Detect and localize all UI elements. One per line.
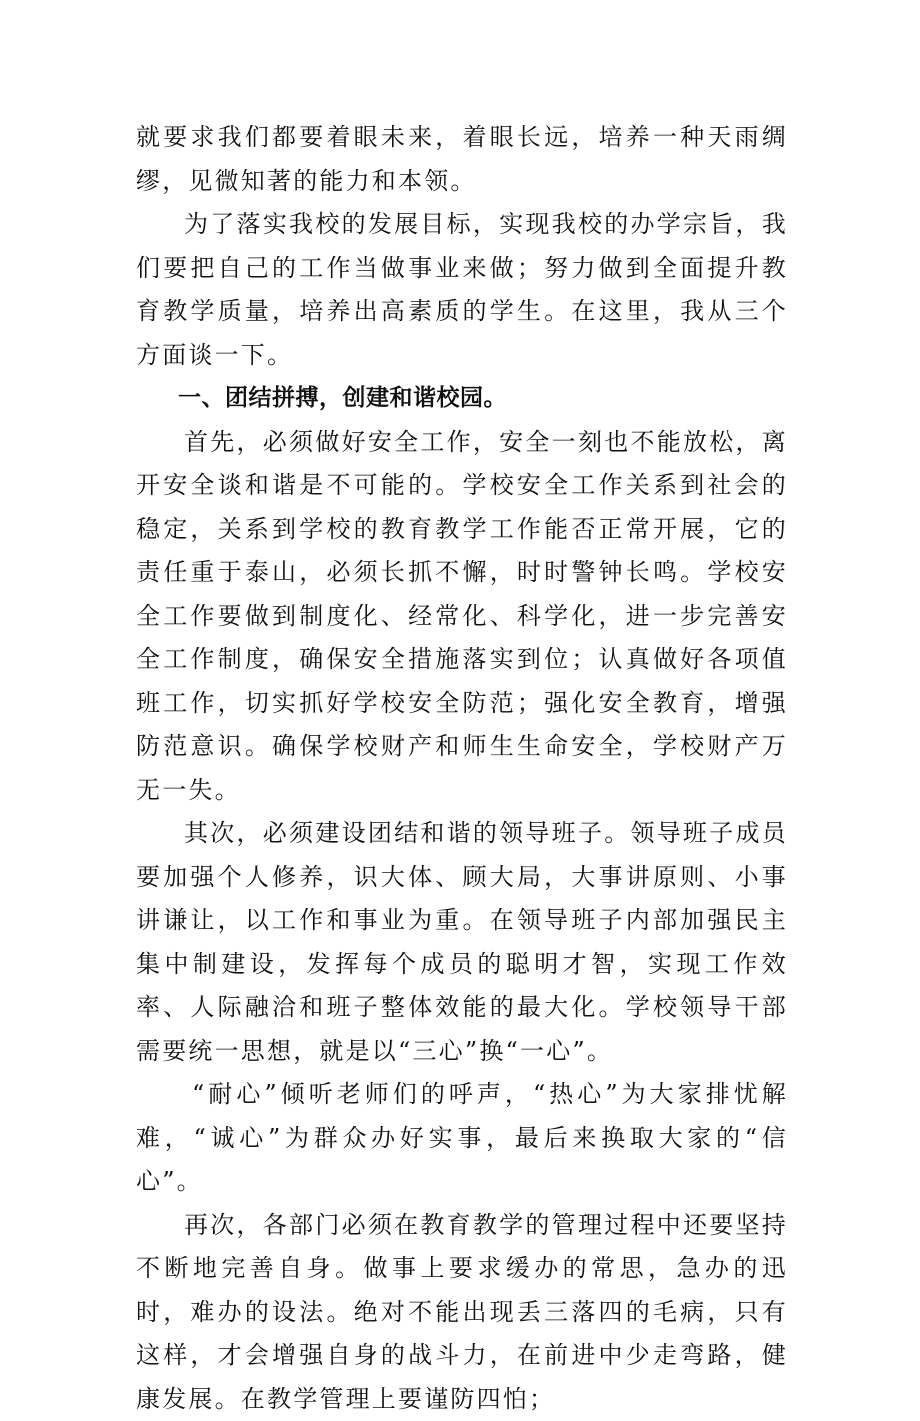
section-heading: 一、团结拼搏，创建和谐校园。 (136, 377, 788, 421)
paragraph-intro: 为了落实我校的发展目标，实现我校的办学宗旨，我们要把自己的工作当做事业来做；努力做到全面提升教育教学质量，培养出高素质的学生。在这里，我从三个方面谈一下。 (136, 203, 788, 377)
paragraph-continuation: 就要求我们都要着眼未来，着眼长远，培养一种天雨绸缪，见微知著的能力和本领。 (136, 116, 788, 203)
paragraph-safety: 首先，必须做好安全工作，安全一刻也不能放松，离开安全谈和谐是不可能的。学校安全工作关系到社会的稳定，关系到学校的教育教学工作能否正常开展，它的责任重于泰山，必须长抓不懈，时时警钟长鸣。学校安全工作要做到制度化、经常化、科学化，进一步完善安全工作制度，确保安全措施落实到位；认真做好各项值班工作，切实抓好学校安全防范；强化安全教育，增强防范意识。确保学校财产和师生生命安全，学校财产万无一失。 (136, 421, 788, 813)
paragraph-leadership: 其次，必须建设团结和谐的领导班子。领导班子成员要加强个人修养，识大体、顾大局，大事讲原则、小事讲谦让，以工作和事业为重。在领导班子内部加强民主集中制建设，发挥每个成员的聪明才智，实现工作效率、人际融洽和班子整体效能的最大化。学校领导干部需要统一思想，就是以“三心”换“一心”。 (136, 812, 788, 1073)
paragraph-departments: 再次，各部门必须在教育教学的管理过程中还要坚持不断地完善自身。做事上要求缓办的常思，急办的迅时，难办的设法。绝对不能出现丢三落四的毛病，只有这样，才会增强自身的战斗力，在前进中少走弯路，健康发展。在教学管理上要谨防四怕； (136, 1204, 788, 1421)
paragraph-four-hearts: “耐心”倾听老师们的呼声，“热心”为大家排忧解难，“诚心”为群众办好实事，最后来换取大家的“信心”。 (136, 1073, 788, 1204)
document-body (136, 116, 788, 1421)
